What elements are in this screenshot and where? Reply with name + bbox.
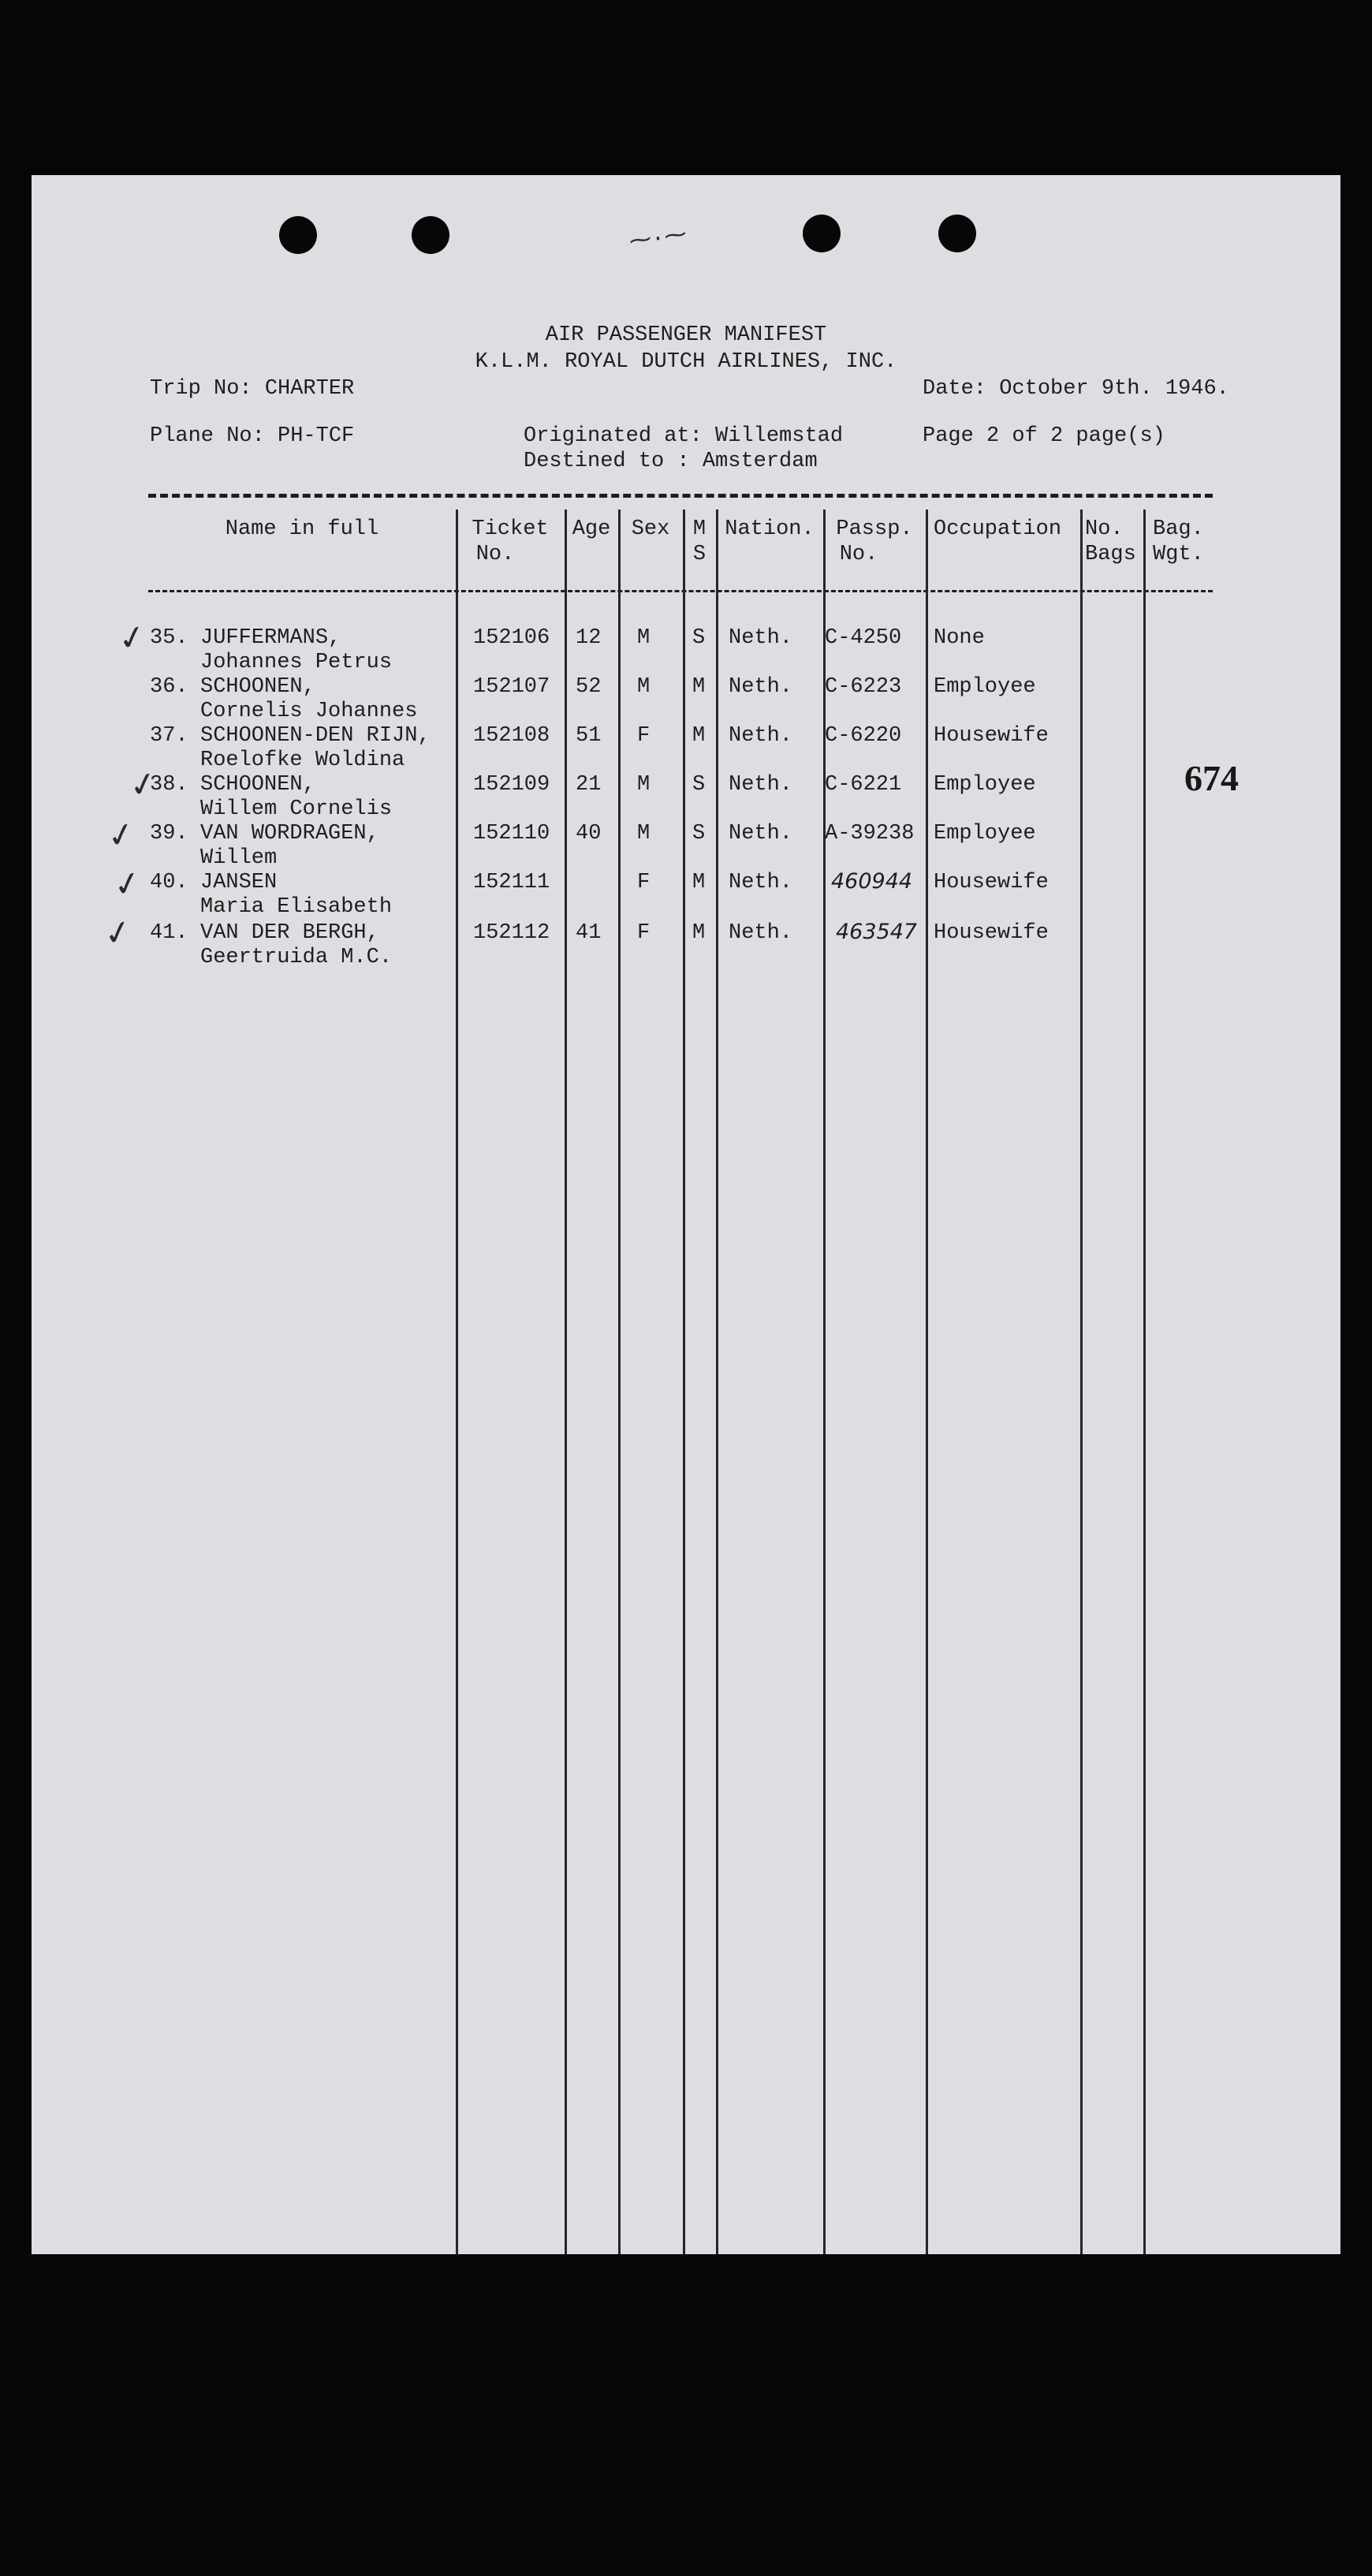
row-number: 41. [150,921,188,945]
age: 52 [576,675,602,699]
row-number: 40. [150,871,188,894]
col-header-nation: Nation. [725,517,815,541]
trip-number: Trip No: CHARTER [150,377,355,401]
given-names: Willem [200,846,278,870]
occupation: Employee [934,675,1036,699]
occupation: Housewife [934,921,1049,945]
destination: Destined to : Amsterdam [524,450,818,473]
page-count: Page 2 of 2 page(s) [923,424,1165,448]
passenger-name [200,871,392,920]
given-names: Cornelis Johannes [200,700,418,723]
nationality: Neth. [729,626,793,650]
given-names: Johannes Petrus [200,651,393,674]
passport-number: C-6223 [825,675,902,699]
given-names: Geertruida M.C. [200,946,393,969]
marital-status: S [692,773,706,797]
age: 21 [576,773,602,797]
column-divider [926,510,928,2254]
passenger-name [200,773,392,822]
surname: VAN DER BERGH, [200,921,379,945]
col-header-ms-2: S [692,543,707,566]
marital-status: M [692,724,706,748]
ticket-number: 152110 [473,822,550,846]
nationality: Neth. [729,921,793,945]
occupation: Housewife [934,724,1049,748]
col-header-ms: M [692,517,707,541]
passport-number: 460944 [831,869,913,894]
column-divider [618,510,621,2254]
col-header-weight: Bag. [1153,517,1204,541]
row-number: 39. [150,822,188,846]
checkmark-icon: ✓ [110,861,145,906]
age: 40 [576,822,602,846]
checkmark-icon: ✓ [103,812,139,857]
col-header-age: Age [572,517,611,541]
marital-status: S [692,822,706,846]
ticket-number: 152111 [473,871,550,894]
occupation: Employee [934,822,1036,846]
table-top-rule [148,494,1213,498]
passenger-name [200,675,417,724]
checkmark-icon: ✓ [114,615,150,660]
column-divider [1080,510,1083,2254]
nationality: Neth. [729,773,793,797]
row-number: 37. [150,724,188,748]
surname: JUFFERMANS, [200,626,341,650]
col-header-ticket: Ticket [472,517,549,541]
sex: M [637,626,651,650]
surname: VAN WORDRAGEN, [200,822,379,846]
column-divider [823,510,826,2254]
col-header-bags-2: Bags [1085,543,1136,566]
table-header-rule [148,590,1213,592]
scribble-mark-icon: ⁓·⁓ [628,223,688,256]
origin: Originated at: Willemstad [524,424,844,448]
marital-status: M [692,871,706,894]
marital-status: M [692,921,706,945]
column-divider [565,510,567,2254]
sex: F [637,921,651,945]
marital-status: S [692,626,706,650]
manifest-date: Date: October 9th. 1946. [923,377,1229,401]
nationality: Neth. [729,871,793,894]
col-header-passport: Passp. [836,517,913,541]
occupation: None [934,626,985,650]
passenger-name [200,724,431,773]
surname: SCHOONEN-DEN RIJN, [200,724,431,748]
given-names: Roelofke Woldina [200,749,405,772]
ticket-number: 152112 [473,921,550,945]
ticket-number: 152107 [473,675,550,699]
ticket-number: 152109 [473,773,550,797]
col-header-ticket-2: No. [475,543,515,566]
checkmark-icon: ✓ [100,910,136,955]
surname: SCHOONEN, [200,773,315,797]
punch-hole-icon [803,215,841,252]
sex: M [637,675,651,699]
airline-name: K.L.M. ROYAL DUTCH AIRLINES, INC. [475,350,897,374]
col-header-sex: Sex [631,517,670,541]
plane-number: Plane No: PH-TCF [150,424,355,448]
stamped-number: 674 [1184,758,1239,798]
sex: F [637,871,651,894]
nationality: Neth. [729,822,793,846]
given-names: Maria Elisabeth [200,895,393,919]
passport-number: A-39238 [825,822,915,846]
age: 12 [576,626,602,650]
col-header-occupation: Occupation [934,517,1062,541]
passenger-name [200,921,392,970]
column-divider [456,510,458,2254]
sex: M [637,773,651,797]
age: 41 [576,921,602,945]
column-divider [683,510,685,2254]
column-divider [1143,510,1146,2254]
passport-number: C-4250 [825,626,902,650]
occupation: Employee [934,773,1036,797]
punch-hole-icon [938,215,976,252]
given-names: Willem Cornelis [200,797,393,821]
nationality: Neth. [729,675,793,699]
occupation: Housewife [934,871,1049,894]
marital-status: M [692,675,706,699]
punch-hole-icon [412,216,449,254]
row-number: 36. [150,675,188,699]
checkmark-icon: ✓ [125,762,161,807]
passenger-name [200,626,392,675]
passport-number: C-6220 [825,724,902,748]
column-divider [716,510,718,2254]
passenger-name [200,822,379,871]
passport-number: 463547 [836,920,918,944]
col-header-weight-2: Wgt. [1153,543,1204,566]
passport-number: C-6221 [825,773,902,797]
manifest-title: AIR PASSENGER MANIFEST [545,323,827,347]
col-header-bags: No. [1085,517,1124,541]
col-header-passport-2: No. [839,543,878,566]
punch-hole-icon [279,216,317,254]
manifest-sheet [32,175,1340,2254]
sex: M [637,822,651,846]
surname: JANSEN [200,871,278,894]
col-header-name: Name in full [225,517,379,541]
ticket-number: 152106 [473,626,550,650]
nationality: Neth. [729,724,793,748]
surname: SCHOONEN, [200,675,315,699]
age: 51 [576,724,602,748]
sex: F [637,724,651,748]
row-number: 38. [150,773,188,797]
ticket-number: 152108 [473,724,550,748]
row-number: 35. [150,626,188,650]
